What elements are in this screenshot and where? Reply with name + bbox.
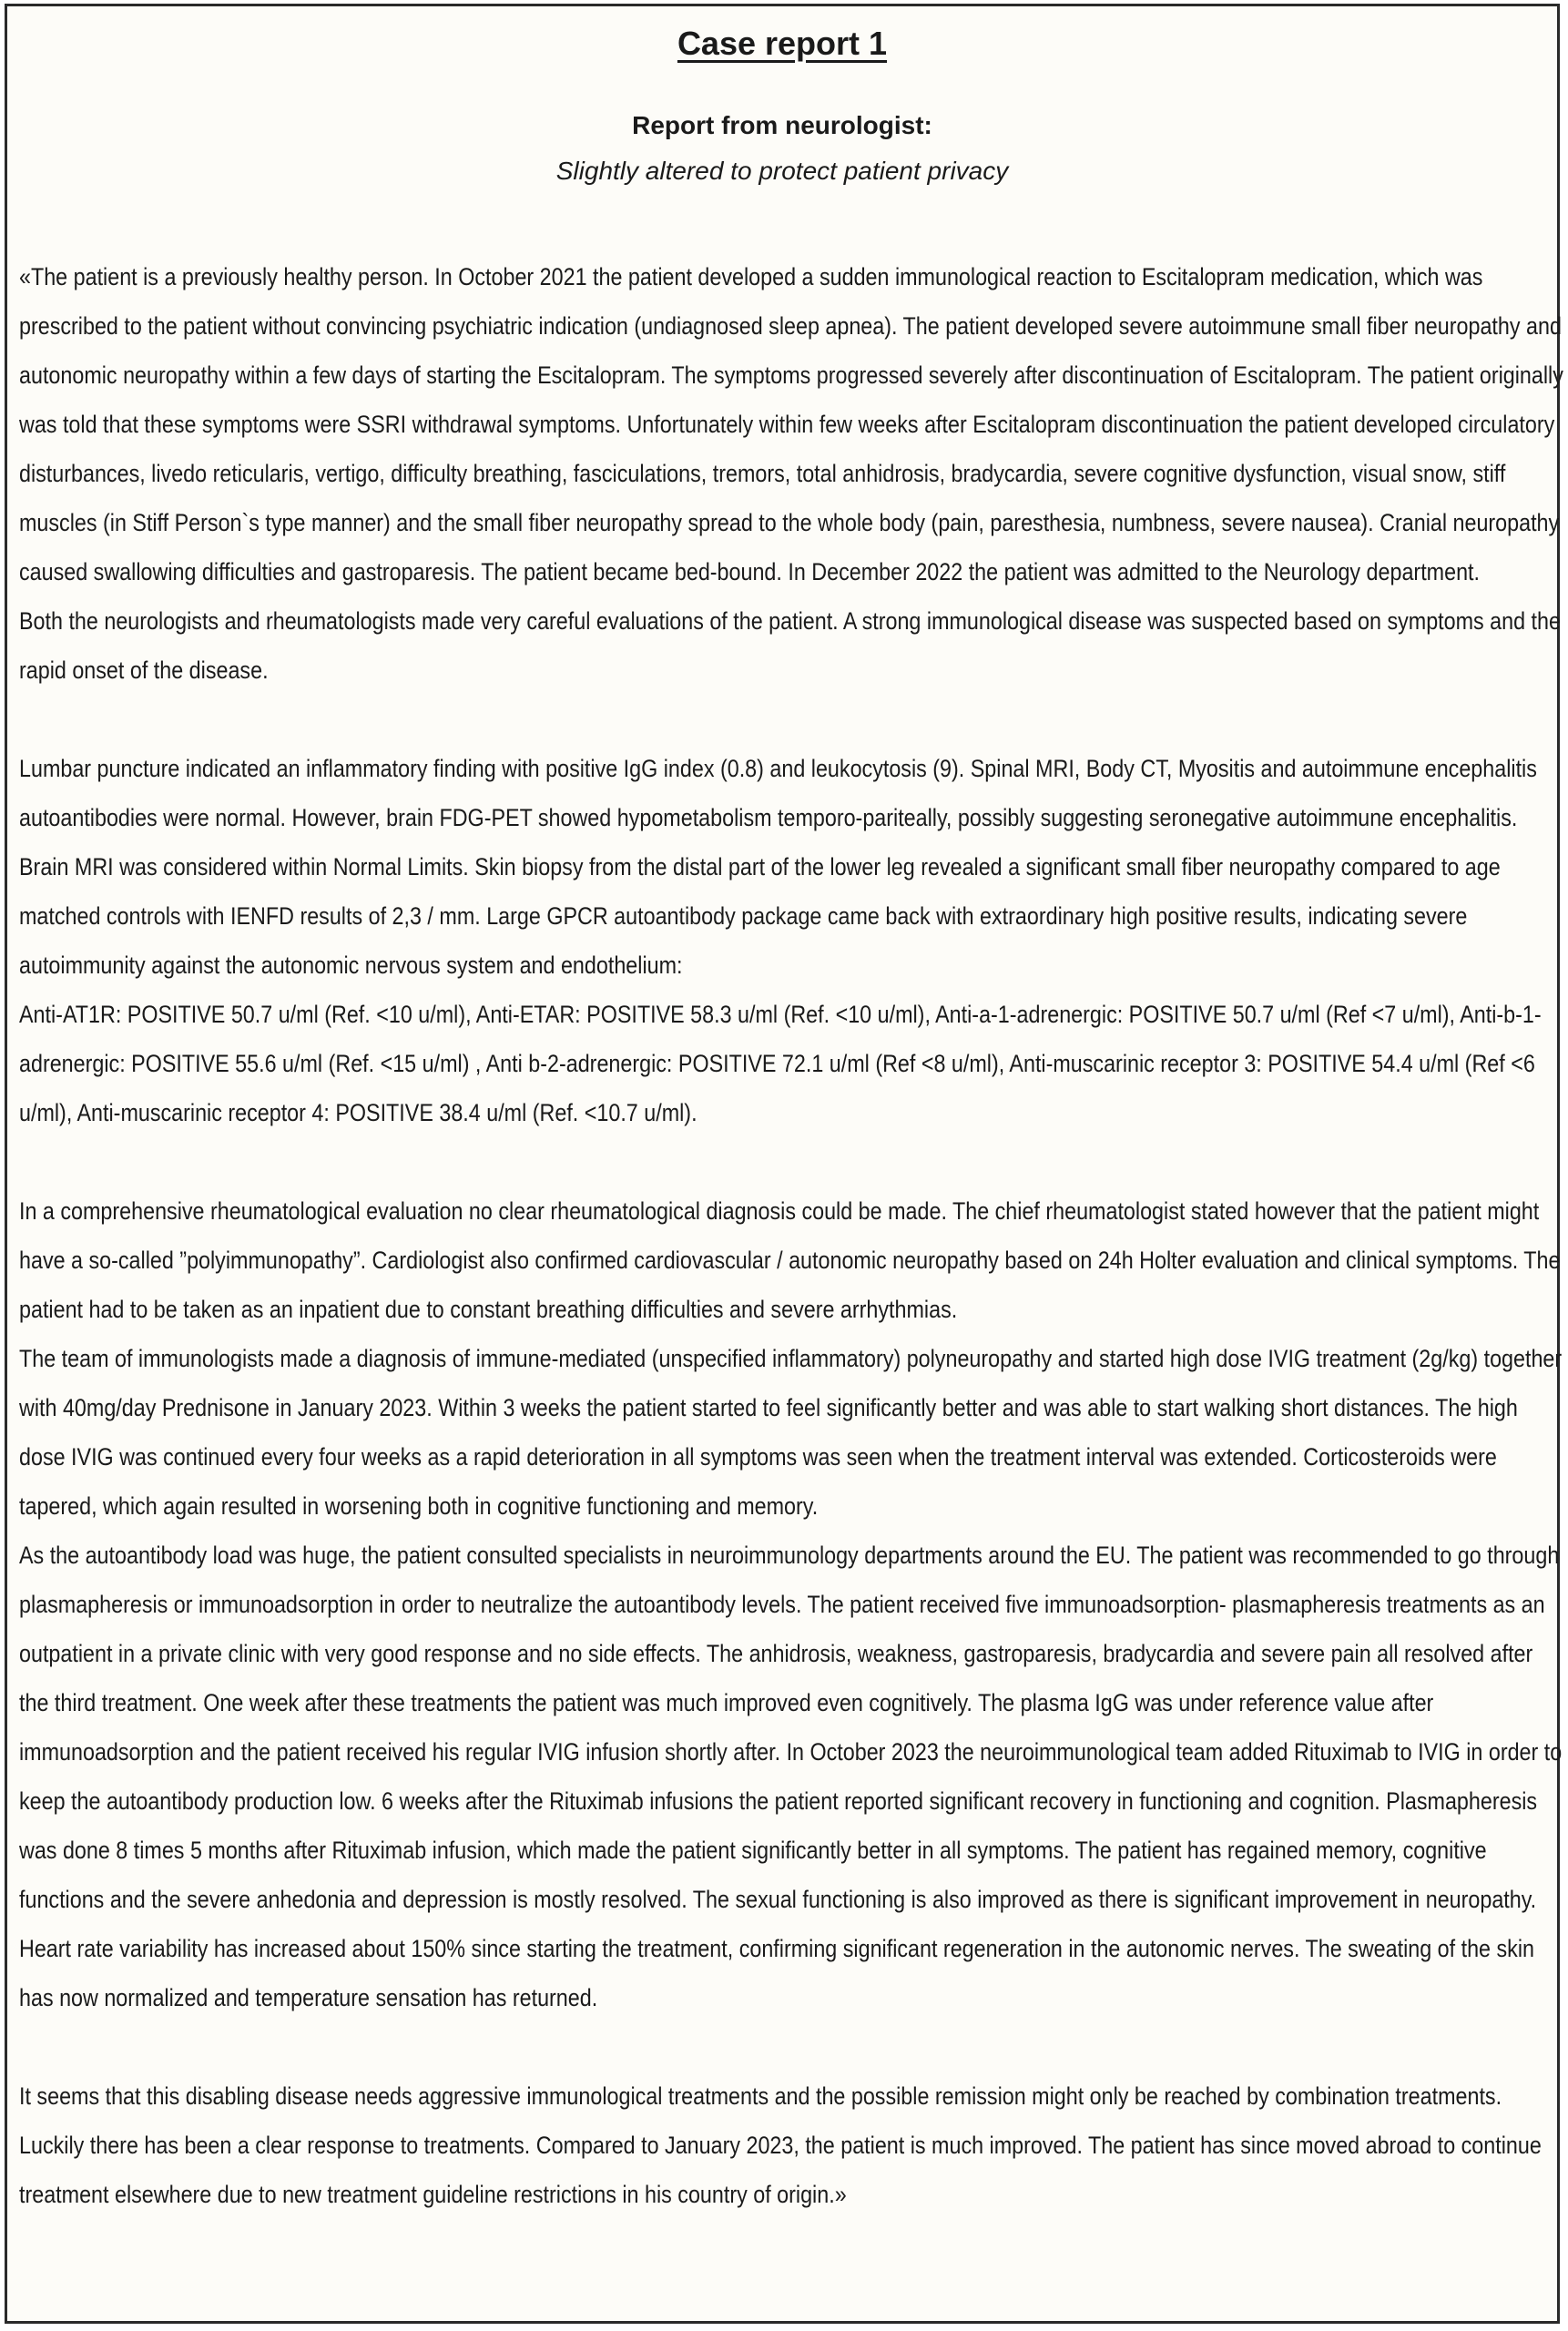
paragraph-line: It seems that this disabling disease needs aggressive immunological treatments and the possible remission might only be reached by combination treatments. Luckily there has been a clear response to treatments. Compared to January 2023, the patient is much improved. The patient has since moved abroad to continue treatment elsewhere due to new treatment guideline restrictions in his country of origin.» bbox=[19, 2082, 1542, 2208]
report-body bbox=[19, 252, 1565, 2219]
paragraph-line: In a comprehensive rheumatological evaluation no clear rheumatological diagnosis could be made. The chief rheumatologist stated however that the patient might have a so-called ”polyimmunopathy”. Cardiologist also confirmed cardiovascular / autonomic neuropathy based on 24h Holter evaluation and clinical symptoms. The patient had to be taken as an inpatient due to constant breathing difficulties and severe arrhythmias. bbox=[19, 1197, 1561, 1323]
report-subtitle: Report from neurologist: bbox=[632, 111, 932, 139]
paragraph-history bbox=[19, 252, 1565, 695]
page-title: Case report 1 bbox=[677, 25, 888, 62]
paragraph-line: Both the neurologists and rheumatologists made very careful evaluations of the patient. A strong immunological disease was suspected based on symptoms and the rapid onset of the disease. bbox=[19, 607, 1561, 684]
paragraph-findings bbox=[19, 744, 1565, 1137]
paragraph-treatment bbox=[19, 1186, 1565, 2022]
paragraph-conclusion bbox=[19, 2071, 1565, 2219]
paragraph-line: As the autoantibody load was huge, the patient consulted specialists in neuroimmunology departments around the EU. The patient was recommended to go through plasmapheresis or immunoadsorption in order to neutralize the autoantibody levels. The patient received five immunoadsorption- plasmapheresis treatments as an outpatient in a private clinic with very good response and no side effects. The anhidrosis, weakness, gastroparesis, bradycardia and severe pain all resolved after the third treatment. One week after these treatments the patient was much improved even cognitively. The plasma IgG was under reference value after immunoadsorption and the patient received his regular IVIG infusion shortly after. In October 2023 the neuroimmunological team added Rituximab to IVIG in order to keep the autoantibody production low. 6 weeks after the Rituximab infusions the patient reported significant recovery in functioning and cognition. Plasmapheresis was done 8 times 5 months after Rituximab infusion, which made the patient significantly better in all symptoms. The patient has regained memory, cognitive functions and the severe anhedonia and depression is mostly resolved. The sexual functioning is also improved as there is significant improvement in neuropathy. Heart rate variability has increased about 150% since starting the treatment, confirming significant regeneration in the autonomic nerves. The sweating of the skin has now normalized and temperature sensation has returned. bbox=[19, 1542, 1563, 2011]
paragraph-line: «The patient is a previously healthy person. In October 2021 the patient developed a sudden immunological reaction to Escitalopram medication, which was prescribed to the patient without convincing psychiatric indication (undiagnosed sleep apnea). The patient developed severe autoimmune small fiber neuropathy and autonomic neuropathy within a few days of starting the Escitalopram. The symptoms progressed severely after discontinuation of Escitalopram. The patient originally was told that these symptoms were SSRI withdrawal symptoms. Unfortunately within few weeks after Escitalopram discontinuation the patient developed circulatory disturbances, livedo reticularis, vertigo, difficulty breathing, fasciculations, tremors, total anhidrosis, bradycardia, severe cognitive dysfunction, visual snow, stiff muscles (in Stiff Person`s type manner) and the small fiber neuropathy spread to the whole body (pain, paresthesia, numbness, severe nausea). Cranial neuropathy caused swallowing difficulties and gastroparesis. The patient became bed-bound. In December 2022 the patient was admitted to the Neurology department. bbox=[19, 263, 1563, 585]
paragraph-line: The team of immunologists made a diagnosis of immune-mediated (unspecified inflammatory) polyneuropathy and started high dose IVIG treatment (2g/kg) together with 40mg/day Prednisone in January 2023. Within 3 weeks the patient started to feel significantly better and was able to start walking short distances. The high dose IVIG was continued every four weeks as a rapid deterioration in all symptoms was seen when the treatment interval was extended. Corticosteroids were tapered, which again resulted in worsening both in cognitive functioning and memory. bbox=[19, 1345, 1563, 1520]
privacy-note: Slightly altered to protect patient privacy bbox=[555, 157, 1009, 185]
paragraph-line: Lumbar puncture indicated an inflammatory finding with positive IgG index (0.8) and leukocytosis (9). Spinal MRI, Body CT, Myositis and autoimmune encephalitis autoantibodies were normal. However, brain FDG-PET showed hypometabolism temporo-pariteally, possibly suggesting seronegative autoimmune encephalitis. Brain MRI was considered within Normal Limits. Skin biopsy from the distal part of the lower leg revealed a significant small fiber neuropathy compared to age matched controls with IENFD results of 2,3 / mm. Large GPCR autoantibody package came back with extraordinary high positive results, indicating severe autoimmunity against the autonomic nervous system and endothelium: bbox=[19, 755, 1537, 979]
paragraph-line: Anti-AT1R: POSITIVE 50.7 u/ml (Ref. <10 u/ml), Anti-ETAR: POSITIVE 58.3 u/ml (Ref. <10 u/ml), Anti-a-1-adrenergic: POSITIVE 50.7 u/ml (Ref <7 u/ml), Anti-b-1-adrenergic: POSITIVE 55.6 u/ml (Ref. <15 u/ml) , Anti b-2-adrenergic: POSITIVE 72.1 u/ml (Ref <8 u/ml), Anti-muscarinic receptor 3: POSITIVE 54.4 u/ml (Ref <6 u/ml), Anti-muscarinic receptor 4: POSITIVE 38.4 u/ml (Ref. <10.7 u/ml). bbox=[19, 1001, 1542, 1126]
case-report-page bbox=[5, 4, 1563, 2324]
